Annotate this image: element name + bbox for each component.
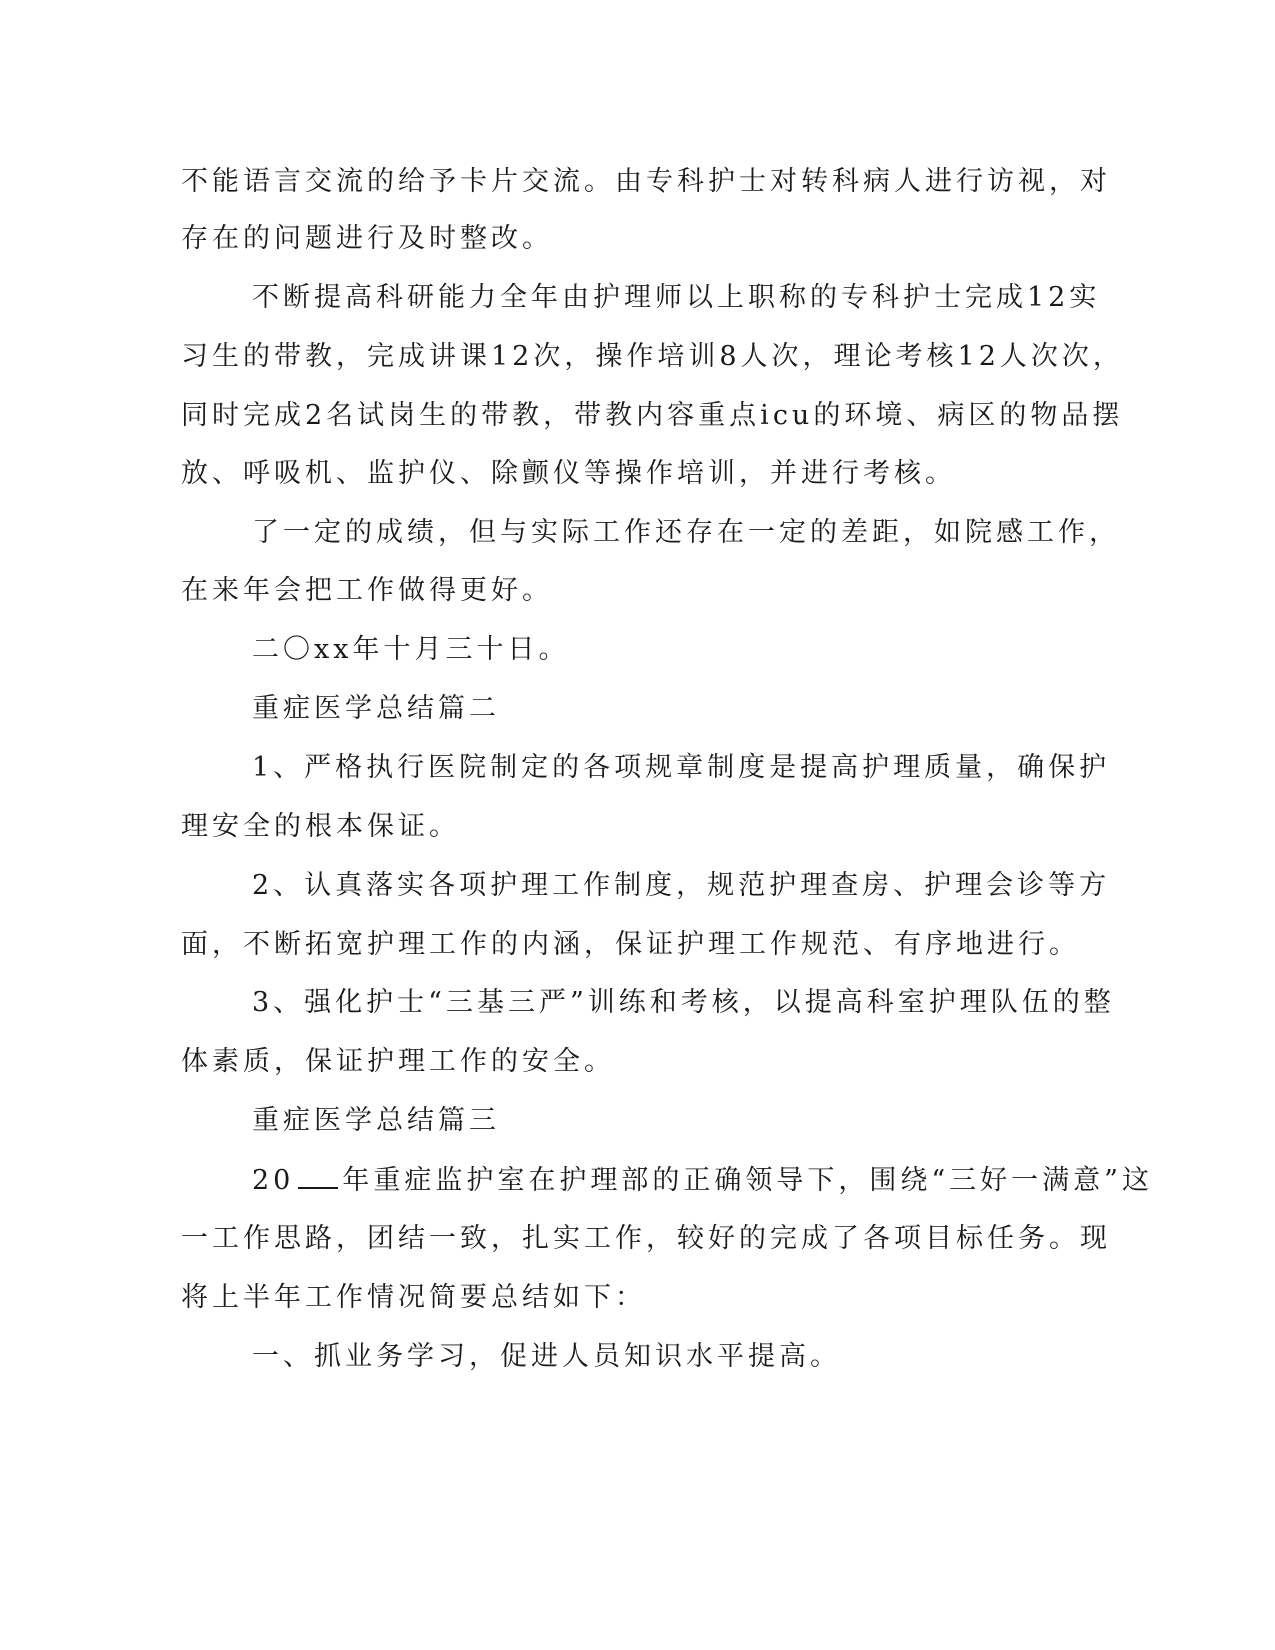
paragraph-line: 同时完成2名试岗生的带教，带教内容重点icu的环境、病区的物品摆 xyxy=(181,400,1124,431)
paragraph-line: 面，不断拓宽护理工作的内涵，保证护理工作规范、有序地进行。 xyxy=(181,929,1080,960)
paragraph-line: 了一定的成绩，但与实际工作还存在一定的差距，如院感工作， xyxy=(252,517,1120,548)
paragraph-line: 习生的带教，完成讲课12次，操作培训8人次，理论考核12人次次， xyxy=(181,341,1124,372)
paragraph-line xyxy=(252,1163,1153,1198)
paragraph-line: 放、呼吸机、监护仪、除颤仪等操作培训，并进行考核。 xyxy=(181,458,956,489)
paragraph-line: 不能语言交流的给予卡片交流。由专科护士对转科病人进行访视，对 xyxy=(181,166,1111,197)
paragraph-line: 将上半年工作情况简要总结如下： xyxy=(181,1282,646,1313)
paragraph-line: 1、严格执行医院制定的各项规章制度是提高护理质量，确保护 xyxy=(252,752,1111,783)
paragraph-line: 在来年会把工作做得更好。 xyxy=(181,575,553,606)
paragraph-line: 理安全的根本保证。 xyxy=(181,811,460,842)
blank-underline xyxy=(298,1163,338,1189)
paragraph-text: 年重症监护室在护理部的正确领导下，围绕“三好一满意”这 xyxy=(342,1165,1153,1196)
paragraph-line: 体素质，保证护理工作的安全。 xyxy=(181,1046,615,1077)
year-prefix: 20 xyxy=(252,1165,295,1196)
section-heading: 重症医学总结篇三 xyxy=(252,1105,500,1136)
paragraph-line: 不断提高科研能力全年由护理师以上职称的专科护士完成12实 xyxy=(252,282,1101,313)
section-heading: 重症医学总结篇二 xyxy=(252,693,500,724)
subsection-heading: 一、抓业务学习，促进人员知识水平提高。 xyxy=(252,1341,841,1372)
paragraph-line: 3、强化护士“三基三严”训练和考核，以提高科室护理队伍的整 xyxy=(252,987,1115,1018)
paragraph-line: 一工作思路，团结一致，扎实工作，较好的完成了各项目标任务。现 xyxy=(181,1223,1111,1254)
paragraph-line: 2、认真落实各项护理工作制度，规范护理查房、护理会诊等方 xyxy=(252,870,1111,901)
paragraph-line: 存在的问题进行及时整改。 xyxy=(181,223,553,254)
date-line: 二〇xx年十月三十日。 xyxy=(252,634,570,665)
